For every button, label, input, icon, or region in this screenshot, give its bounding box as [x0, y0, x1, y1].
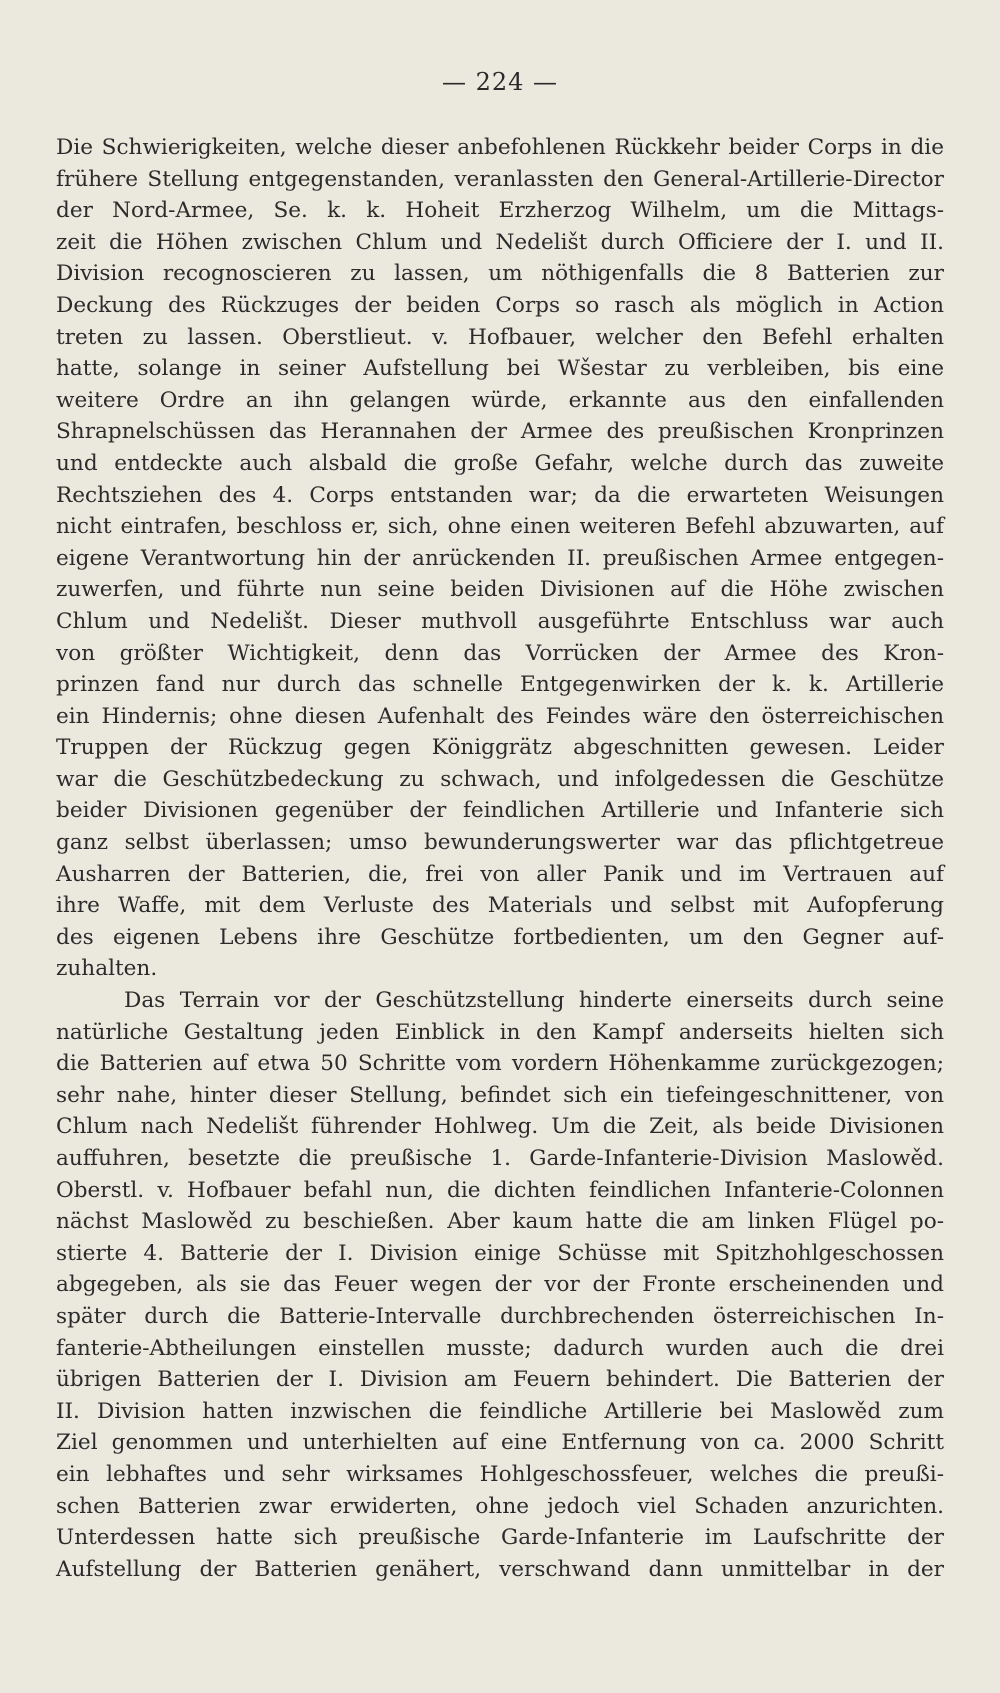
text-line: sehr nahe, hinter dieser Stellung, befindet sich ein tiefeingeschnittener, von: [56, 1082, 944, 1108]
text-line: stierte 4. Batterie der I. Division einige Schüsse mit Spitzhohlgeschossen: [56, 1240, 944, 1266]
text-line: ganz selbst überlassen; umso bewunderungswerter war das pflichtgetreue: [56, 830, 944, 856]
text-line: Unterdessen hatte sich preußische Garde-Infanterie im Laufschritte der: [56, 1525, 944, 1551]
text-line: Division recognoscieren zu lassen, um nöthigenfalls die 8 Batterien zur: [56, 261, 944, 287]
text-line: frühere Stellung entgegenstanden, veranlassten den General-Artillerie-Director: [56, 166, 944, 192]
text-line: zuwerfen, und führte nun seine beiden Divisionen auf die Höhe zwischen: [56, 577, 944, 603]
text-line: schen Batterien zwar erwiderten, ohne jedoch viel Schaden anzurichten.: [56, 1493, 944, 1519]
text-line: von größter Wichtigkeit, denn das Vorrücken der Armee des Kron-: [56, 640, 944, 666]
text-line: nicht eintrafen, beschloss er, sich, ohne einen weiteren Befehl abzuwarten, auf: [56, 514, 944, 540]
text-line: Truppen der Rückzug gegen Königgrätz abgeschnitten gewesen. Leider: [56, 735, 944, 761]
text-line: ihre Waffe, mit dem Verluste des Materials und selbst mit Aufopferung: [56, 893, 944, 919]
text-line: und entdeckte auch alsbald die große Gefahr, welche durch das zuweite: [56, 450, 944, 476]
text-line: später durch die Batterie-Intervalle durchbrechenden österreichischen In-: [56, 1303, 944, 1329]
text-line: ein lebhaftes und sehr wirksames Hohlgeschossfeuer, welches die preußi-: [56, 1461, 944, 1487]
text-line: hatte, solange in seiner Aufstellung bei Wšestar zu verbleiben, bis eine: [56, 356, 944, 382]
text-line: natürliche Gestaltung jeden Einblick in den Kampf anderseits hielten sich: [56, 1019, 944, 1045]
text-line: Ausharren der Batterien, die, frei von aller Panik und im Vertrauen auf: [56, 861, 944, 887]
text-line: weitere Ordre an ihn gelangen würde, erkannte aus den einfallenden: [56, 387, 944, 413]
text-line: Die Schwierigkeiten, welche dieser anbefohlenen Rückkehr beider Corps in die: [56, 135, 944, 160]
text-line: nächst Maslowěd zu beschießen. Aber kaum hatte die am linken Flügel po-: [56, 1209, 944, 1235]
text-line: Chlum nach Nedelišt führender Hohlweg. Um die Zeit, als beide Divisionen: [56, 1114, 944, 1140]
text-line: des eigenen Lebens ihre Geschütze fortbedienten, um den Gegner auf-: [56, 924, 944, 950]
text-line: Deckung des Rückzuges der beiden Corps so rasch als möglich in Action: [56, 292, 944, 318]
paragraph-start-line: Das Terrain vor der Geschützstellung hinderte einerseits durch seine: [124, 988, 944, 1014]
text-line: Shrapnelschüssen das Herannahen der Armee des preußischen Kronprinzen: [56, 419, 944, 445]
text-line: zeit die Höhen zwischen Chlum und Nedelišt durch Officiere der I. und II.: [56, 229, 944, 255]
text-line: eigene Verantwortung hin der anrückenden II. preußischen Armee entgegen-: [56, 545, 944, 571]
text-line: abgegeben, als sie das Feuer wegen der vor der Fronte erscheinenden und: [56, 1272, 944, 1298]
page-number: — 224 —: [441, 68, 559, 96]
text-line: prinzen fand nur durch das schnelle Entgegenwirken der k. k. Artillerie: [56, 672, 944, 698]
body-text: [56, 132, 944, 1585]
text-line: Chlum und Nedelišt. Dieser muthvoll ausgeführte Entschluss war auch: [56, 608, 944, 634]
text-line: war die Geschützbedeckung zu schwach, und infolgedessen die Geschütze: [56, 766, 944, 792]
text-line: Rechtsziehen des 4. Corps entstanden war; da die erwarteten Weisungen: [56, 482, 944, 508]
text-line: übrigen Batterien der I. Division am Feuern behindert. Die Batterien der: [56, 1367, 944, 1393]
text-line: Ziel genommen und unterhielten auf eine Entfernung von ca. 2000 Schritt: [56, 1430, 944, 1456]
text-line: die Batterien auf etwa 50 Schritte vom vordern Höhenkamme zurückgezogen;: [56, 1051, 944, 1077]
text-line: Oberstl. v. Hofbauer befahl nun, die dichten feindlichen Infanterie-Colonnen: [56, 1177, 944, 1203]
text-line: beider Divisionen gegenüber der feindlichen Artillerie und Infanterie sich: [56, 798, 944, 824]
text-line: II. Division hatten inzwischen die feindliche Artillerie bei Maslowěd zum: [56, 1398, 944, 1424]
paragraph-end-line: zuhalten.: [56, 956, 158, 982]
text-line: Aufstellung der Batterien genähert, verschwand dann unmittelbar in der: [56, 1556, 944, 1582]
text-line: treten zu lassen. Oberstlieut. v. Hofbauer, welcher den Befehl erhalten: [56, 324, 944, 350]
text-line: fanterie-Abtheilungen einstellen musste; dadurch wurden auch die drei: [56, 1335, 944, 1361]
text-line: der Nord-Armee, Se. k. k. Hoheit Erzherzog Wilhelm, um die Mittags-: [56, 198, 944, 224]
text-line: ein Hindernis; ohne diesen Aufenhalt des Feindes wäre den österreichischen: [56, 703, 944, 729]
text-line: auffuhren, besetzte die preußische 1. Garde-Infanterie-Division Maslowěd.: [56, 1146, 944, 1171]
